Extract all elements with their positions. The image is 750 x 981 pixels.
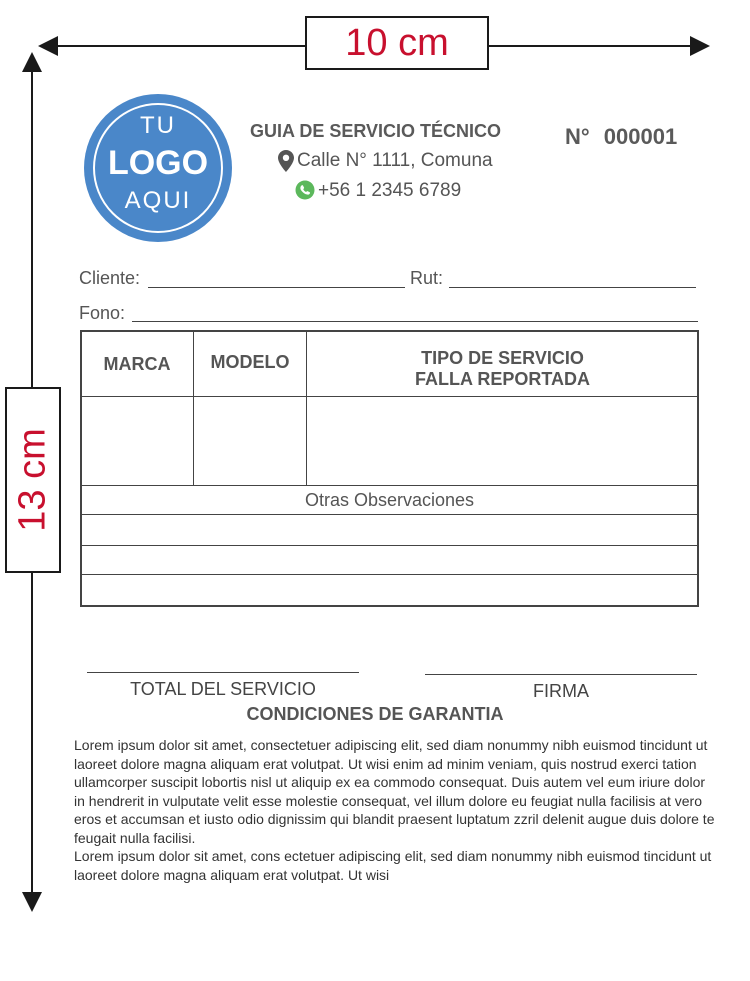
logo xyxy=(84,94,232,242)
firma-signature-line[interactable] xyxy=(425,674,697,675)
observation-line-1[interactable] xyxy=(82,516,697,544)
document-title: GUIA DE SERVICIO TÉCNICO xyxy=(250,121,502,141)
table-row-divider-4 xyxy=(80,574,699,575)
map-pin-icon xyxy=(278,150,294,172)
client-input-line[interactable] xyxy=(148,287,405,288)
table-row-divider-2 xyxy=(80,514,699,515)
table-header-divider xyxy=(80,396,699,397)
column-header-falla-reportada: FALLA REPORTADA xyxy=(415,369,590,389)
logo-text-line3: AQUI xyxy=(124,187,192,214)
table-row-divider-1 xyxy=(80,485,699,486)
total-signature-line[interactable] xyxy=(87,672,359,673)
modelo-cell[interactable] xyxy=(195,398,306,485)
address-text: Calle N° 1111, Comuna xyxy=(297,150,493,171)
column-header-modelo: MODELO xyxy=(210,352,290,372)
width-dimension-label: 10 cm xyxy=(305,16,489,70)
whatsapp-icon xyxy=(295,180,315,200)
table-border-top xyxy=(80,330,699,332)
conditions-paragraph-1: Lorem ipsum dolor sit amet, consectetuer adipiscing elit, sed diam nonummy nibh euismod tincidunt ut laoreet dolore magna aliquam erat volutpat. Ut wisi enim ad minim veniam, quis nostrud exerci tation ullamcorper suscipit lobortis nisl ut aliquip ex ea commodo consequat. Duis autem vel eum iriure dolor in hendrerit in vulputate velit esse molestie consequat, vel illum dolore eu feugiat nulla facilisis at vero eros et accumsan et iusto odio dignissim qui blandit praesent luptatum zzril delenit augue duis dolore te feugait nulla facilisi. xyxy=(74,737,715,846)
logo-text-line1: TU xyxy=(140,112,176,139)
conditions-text xyxy=(74,736,716,884)
firma-label: FIRMA xyxy=(533,681,589,701)
rut-label: Rut: xyxy=(410,268,444,288)
arrow-right-icon xyxy=(690,36,710,56)
arrow-down-icon xyxy=(22,892,42,912)
column-header-marca: MARCA xyxy=(103,354,171,374)
table-border-bottom xyxy=(80,605,699,607)
height-dimension-box xyxy=(5,387,61,573)
conditions-paragraph-2: Lorem ipsum dolor sit amet, cons ectetuer adipiscing elit, sed diam nonummy nibh euismod tincidunt ut laoreet dolore magna aliquam erat volutpat. Ut wisi xyxy=(74,848,712,883)
client-label: Cliente: xyxy=(79,268,141,288)
table-row-divider-3 xyxy=(80,545,699,546)
observation-line-3[interactable] xyxy=(82,576,697,605)
total-label: TOTAL DEL SERVICIO xyxy=(130,679,316,699)
arrow-up-icon xyxy=(22,52,42,72)
phone-label: Fono: xyxy=(79,303,126,323)
tipo-servicio-cell[interactable] xyxy=(308,398,697,485)
rut-input-line[interactable] xyxy=(449,287,696,288)
phone-input-line[interactable] xyxy=(132,321,698,322)
height-dimension-label: 13 cm xyxy=(11,428,54,532)
marca-cell[interactable] xyxy=(82,398,193,485)
observation-line-2[interactable] xyxy=(82,547,697,574)
column-header-tipo-servicio: TIPO DE SERVICIO xyxy=(421,348,584,368)
document-number: N° 000001 xyxy=(565,124,678,149)
logo-text-line2: LOGO xyxy=(107,144,209,182)
observations-label: Otras Observaciones xyxy=(304,490,475,510)
phone-text: +56 1 2345 6789 xyxy=(318,180,462,201)
conditions-title: CONDICIONES DE GARANTIA xyxy=(246,704,504,724)
